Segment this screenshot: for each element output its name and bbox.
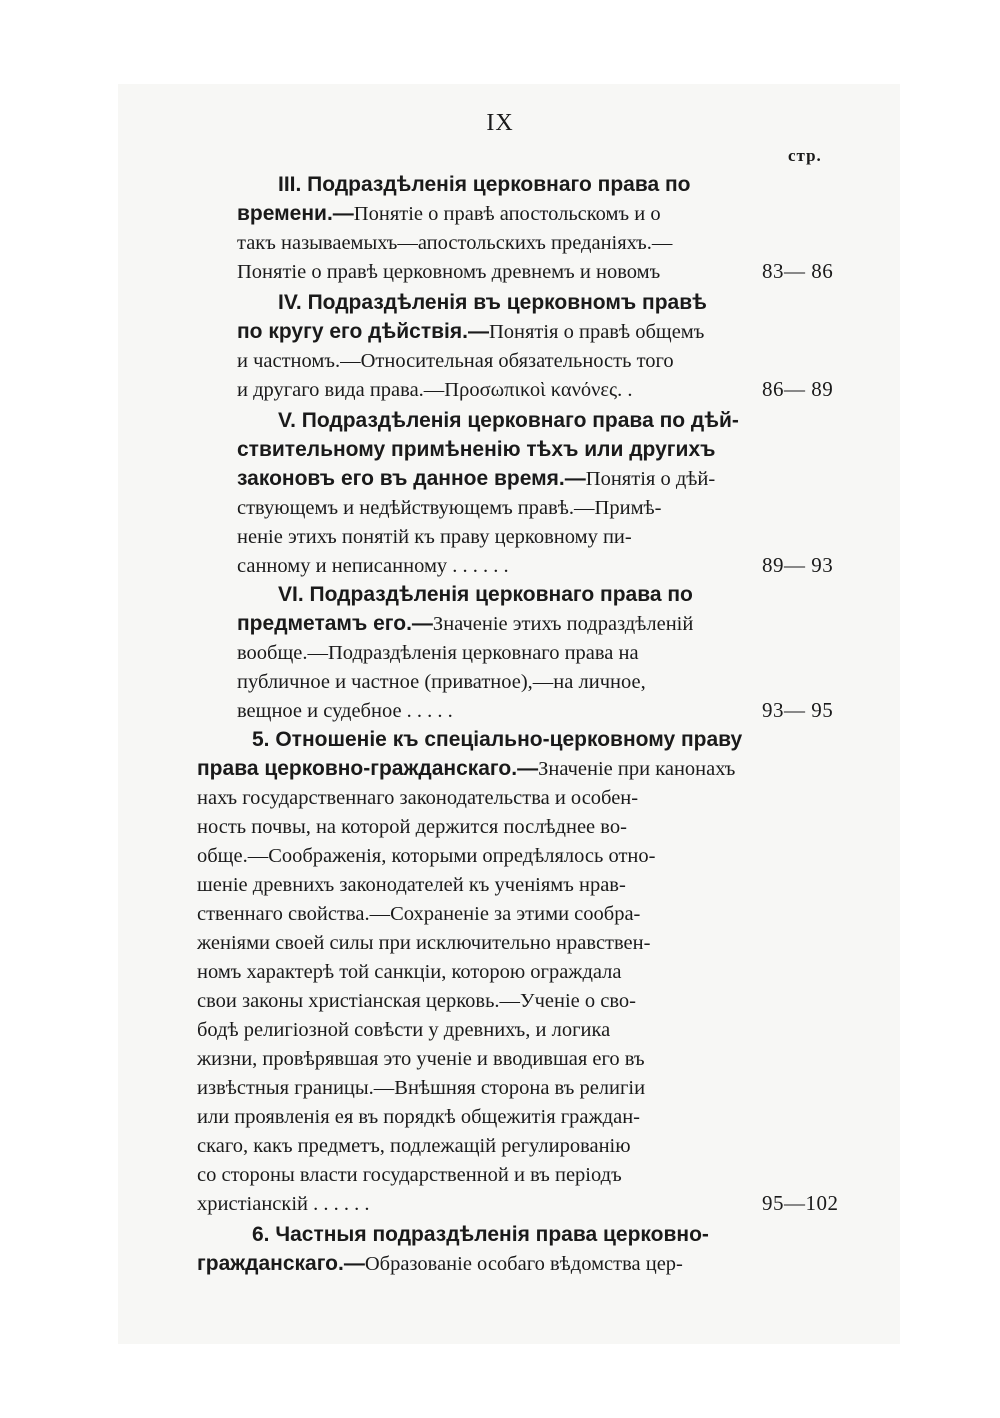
toc-text: Значеніе при канонахъ xyxy=(538,758,736,780)
toc-line xyxy=(197,1073,645,1103)
toc-text: бодѣ религіозной совѣсти у древнихъ, и логика xyxy=(197,1019,611,1041)
toc-line xyxy=(197,1131,631,1161)
toc-line xyxy=(197,754,735,784)
toc-line xyxy=(237,228,672,258)
page-ref: 93— 95 xyxy=(762,698,834,722)
page-column-header: стр. xyxy=(788,146,822,165)
toc-line xyxy=(237,464,715,494)
toc-text: Значеніе этихъ подраздѣленій xyxy=(432,613,694,635)
toc-text: свои законы христіанская церковь.—Ученіе о сво- xyxy=(197,990,636,1012)
toc-line xyxy=(197,1044,645,1074)
toc-text: неніе этихъ понятій къ праву церковному пи- xyxy=(237,526,632,548)
toc-text: со стороны власти государственной и въ періодъ xyxy=(197,1164,622,1186)
toc-text: жизни, провѣрявшая это ученіе и вводившая его въ xyxy=(197,1048,645,1070)
toc-text: ность почвы, на которой держится послѣднее во- xyxy=(197,816,627,838)
toc-heading: VI. Подраздѣленія церковнаго права по xyxy=(278,583,693,606)
toc-text: Понятіе о правѣ церковномъ древнемъ и новомъ xyxy=(237,261,661,283)
toc-line xyxy=(197,1102,640,1132)
toc-line xyxy=(278,580,693,610)
toc-heading: времени.— xyxy=(237,202,354,225)
toc-line xyxy=(278,170,691,200)
toc-text: вещное и судебное . . . . . xyxy=(237,700,453,722)
toc-text: шеніе древнихъ законодателей къ ученіямъ нрав- xyxy=(197,874,626,896)
toc-line xyxy=(197,1249,683,1279)
toc-line xyxy=(197,812,627,842)
toc-line xyxy=(197,1189,370,1219)
toc-line xyxy=(237,199,661,229)
toc-line xyxy=(278,406,739,436)
toc-line xyxy=(197,1160,622,1190)
page-number: IX xyxy=(486,110,514,136)
toc-heading: 5. Отношеніе къ спеціально-церковному праву xyxy=(252,728,743,751)
toc-text: ственнаго свойства.—Сохраненіе за этими сообра- xyxy=(197,903,641,925)
toc-heading: по кругу его дѣйствія.— xyxy=(237,320,489,343)
toc-line xyxy=(252,725,742,755)
toc-text: номъ характерѣ той санкціи, которою ограждала xyxy=(197,961,622,983)
toc-line xyxy=(278,288,707,318)
toc-heading: ствительному примѣненію тѣхъ или другихъ xyxy=(237,438,716,461)
toc-line xyxy=(237,493,662,523)
toc-text: Понятіе о правѣ апостольскомъ и о xyxy=(353,203,661,225)
toc-line xyxy=(197,986,636,1016)
toc-line xyxy=(237,375,633,405)
page-ref: 95—102 xyxy=(762,1191,839,1215)
toc-heading: 6. Частныя подраздѣленія права церковно- xyxy=(252,1223,709,1246)
toc-text: публичное и частное (приватное),—на личное, xyxy=(237,671,646,693)
toc-line xyxy=(237,638,639,668)
toc-text: христіанскій . . . . . . xyxy=(197,1193,370,1215)
toc-text: Образованіе особаго вѣдомства цер- xyxy=(364,1253,683,1275)
toc-text: вообще.—Подраздѣленія церковнаго права на xyxy=(237,642,639,664)
toc-heading: предметамъ его.— xyxy=(237,612,433,635)
toc-text: ствующемъ и недѣйствующемъ правѣ.—Примѣ- xyxy=(237,497,662,519)
toc-line xyxy=(197,928,650,958)
toc-line xyxy=(252,1220,709,1250)
toc-text: такъ называемыхъ—апостольскихъ преданіяхъ.— xyxy=(237,232,673,254)
toc-line xyxy=(237,257,660,287)
toc-text: и другаго вида права.—Προσωπικοὶ κανόνες. . xyxy=(237,379,633,401)
toc-line xyxy=(197,1015,610,1045)
toc-heading: гражданскаго.— xyxy=(197,1252,365,1275)
toc-line xyxy=(237,667,646,697)
toc-heading: IV. Подраздѣленія въ церковномъ правѣ xyxy=(278,291,707,314)
toc-line xyxy=(197,783,638,813)
toc-line xyxy=(237,435,715,465)
toc-heading: права церковно-гражданскаго.— xyxy=(197,757,539,780)
toc-line xyxy=(237,346,674,376)
toc-heading: законовъ его въ данное время.— xyxy=(237,467,586,490)
toc-line xyxy=(237,522,632,552)
toc-text: скаго, какъ предметъ, подлежащій регулированію xyxy=(197,1135,631,1157)
page-ref: 83— 86 xyxy=(762,259,834,283)
page-ref: 89— 93 xyxy=(762,553,834,577)
toc-text: извѣстныя границы.—Внѣшняя сторона въ религіи xyxy=(197,1077,646,1099)
toc-line xyxy=(197,899,640,929)
toc-line xyxy=(197,870,626,900)
toc-heading: III. Подраздѣленія церковнаго права по xyxy=(278,173,691,196)
toc-text: обще.—Соображенія, которыми опредѣлялось отно- xyxy=(197,845,656,867)
toc-text: санному и неписанному . . . . . . xyxy=(237,555,509,577)
toc-line xyxy=(237,551,509,581)
toc-heading: V. Подраздѣленія церковнаго права по дѣй- xyxy=(278,409,739,432)
toc-text: женіями своей силы при исключительно нравствен- xyxy=(197,932,651,954)
toc-text: Понятія о правѣ общемъ xyxy=(488,321,705,343)
page-ref: 86— 89 xyxy=(762,377,834,401)
toc-text: Понятія о дѣй- xyxy=(585,468,716,490)
toc-text: и частномъ.—Относительная обязательность того xyxy=(237,350,674,372)
toc-line xyxy=(237,609,693,639)
toc-line xyxy=(237,317,704,347)
toc-line xyxy=(237,696,453,726)
toc-text: нахъ государственнаго законодательства и особен- xyxy=(197,787,639,809)
toc-text: или проявленія ея въ порядкѣ общежитія граждан- xyxy=(197,1106,641,1128)
toc-line xyxy=(197,957,622,987)
toc-line xyxy=(197,841,655,871)
